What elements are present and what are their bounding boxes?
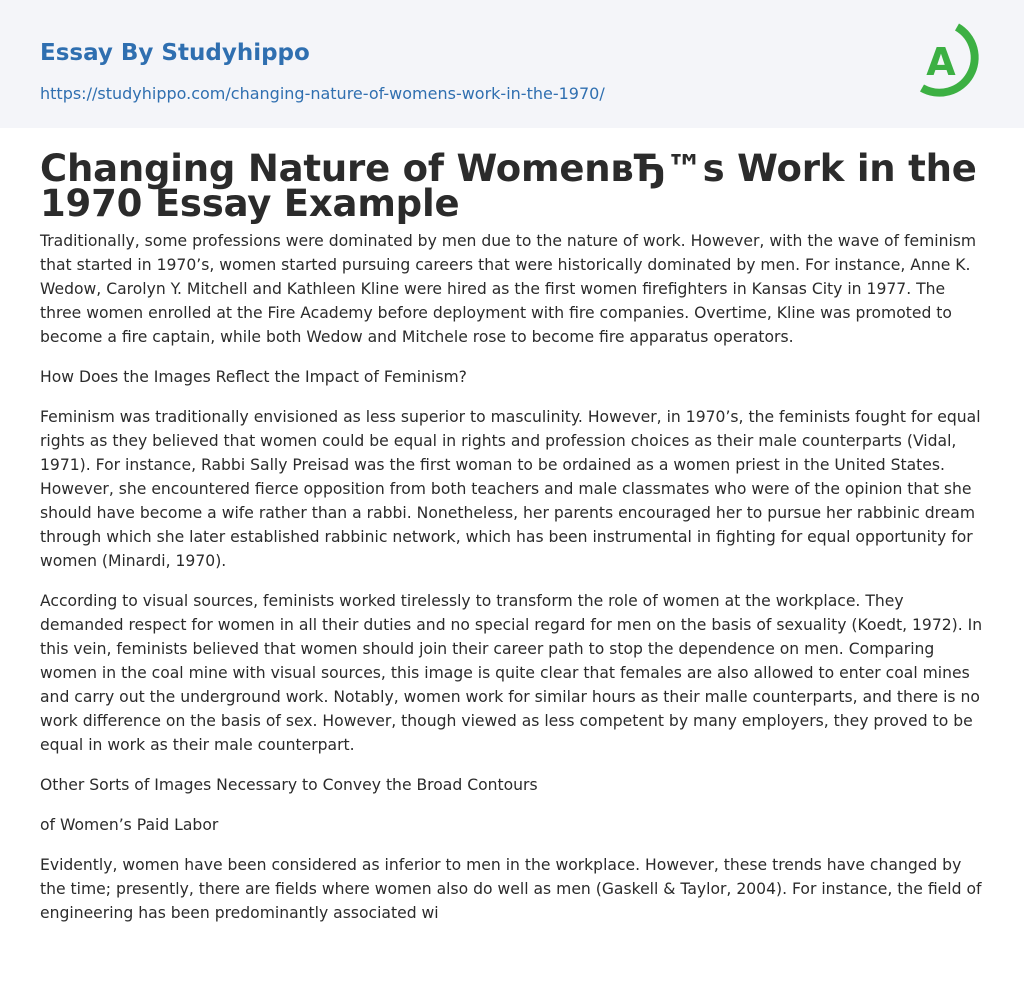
paragraph: Feminism was traditionally envisioned as less superior to masculinity. However, in 1970’s, the feminists fought for equal rights as they believed that women could be equal in rights and profession choices as their male counterparts (Vidal, 1971). For instance, Rabbi Sally Preisad was the first woman to be ordained as a women priest in the United States. However, she encountered fierce opposition from both teachers and male classmates who were of the opinion that she should have become a wife rather than a rabbi. Nonetheless, her parents encouraged her to pursue her rabbinic dream through which she later established rabbinic network, which has been instrumental in fighting for equal opportunity for women (Minardi, 1970). xyxy=(40,408,981,570)
paragraph: According to visual sources, feminists worked tirelessly to transform the role of women at the workplace. They demanded respect for women in all their duties and no special regard for men on the basis of sexuality (Koedt, 1972). In this vein, feminists believed that women should join their career path to stop the dependence on men. Comparing women in the coal mine with visual sources, this image is quite clear that females are also allowed to enter coal mines and carry out the underground work. Notably, women work for similar hours as their malle counterparts, and there is no work difference on the basis of sex. However, though viewed as less competent by many employers, they proved to be equal in work as their male counterpart. xyxy=(40,592,983,754)
site-brand[interactable]: Essay By Studyhippo xyxy=(40,40,310,66)
article-body xyxy=(40,229,984,941)
section-heading: of Women’s Paid Labor xyxy=(40,816,219,834)
section-heading: Other Sorts of Images Necessary to Convey the Broad Contours xyxy=(40,776,538,794)
section-heading: How Does the Images Reflect the Impact of Feminism? xyxy=(40,368,467,386)
paragraph: Evidently, women have been considered as inferior to men in the workplace. However, these trends have changed by the time; presently, there are fields where women also do well as men (Gaskell & Taylor, 2004). For instance, the field of engineering has been predominantly associated wi xyxy=(40,856,982,922)
article-title: Changing Nature of WomenвЂ™s Work in the 1970 Essay Example xyxy=(40,147,977,225)
logo-letter: A xyxy=(926,40,956,84)
paragraph: Traditionally, some professions were dominated by men due to the nature of work. However, with the wave of feminism that started in 1970’s, women started pursuing careers that were historically dominated by men. For instance, Anne K. Wedow, Carolyn Y. Mitchell and Kathleen Kline were hired as the first women firefighters in Kansas City in 1977. The three women enrolled at the Fire Academy before deployment with fire companies. Overtime, Kline was promoted to become a fire captain, while both Wedow and Mitchele rose to become fire apparatus operators. xyxy=(40,232,977,346)
article-url-link[interactable]: https://studyhippo.com/changing-nature-of-womens-work-in-the-1970/ xyxy=(40,84,605,103)
